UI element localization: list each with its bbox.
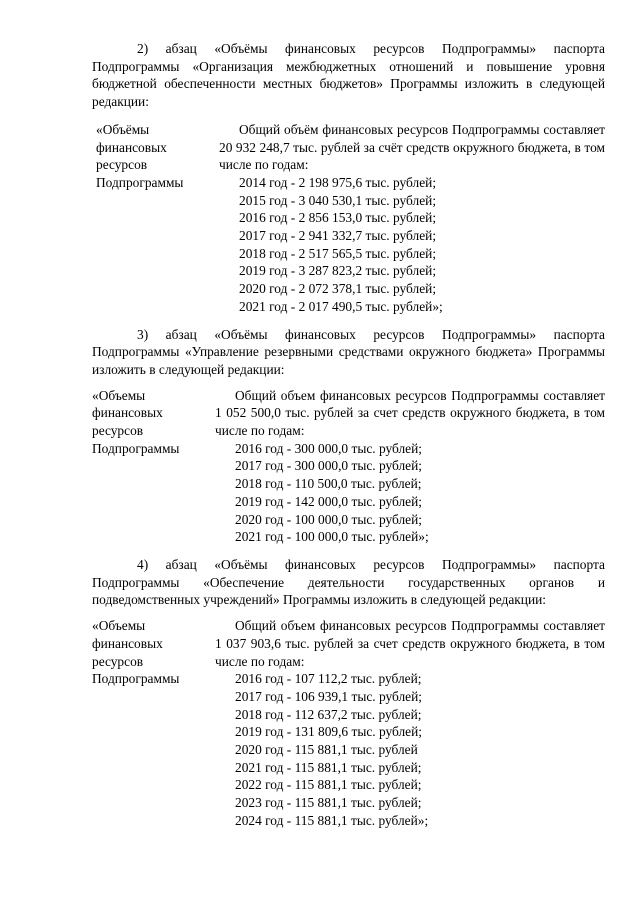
section-3-summary: Общий объем финансовых ресурсов Подпрограммы составляет 1 052 500,0 тыс. рублей за счет средств окружного бюджета, в том числе по годам: [215, 387, 605, 439]
year-line: 2014 год - 2 198 975,6 тыс. рублей; [239, 174, 437, 190]
label-line: финансовых [96, 139, 167, 155]
year-line: 2023 год - 115 881,1 тыс. рублей; [235, 795, 422, 811]
section-3-funding-block [92, 387, 605, 546]
year-line: 2016 год - 107 112,2 тыс. рублей; [235, 671, 422, 687]
section-2-summary: Общий объём финансовых ресурсов Подпрограммы составляет 20 932 248,7 тыс. рублей за счёт средств окружного бюджета, в том числе по годам: [219, 121, 605, 173]
year-line: 2015 год - 3 040 530,1 тыс. рублей; [239, 192, 437, 208]
section-3-year-list [215, 440, 605, 546]
year-line: 2018 год - 110 500,0 тыс. рублей; [235, 476, 422, 492]
year-line: 2017 год - 2 941 332,7 тыс. рублей; [239, 228, 437, 244]
year-line: 2021 год - 100 000,0 тыс. рублей»; [235, 529, 429, 545]
year-line: 2020 год - 115 881,1 тыс. рублей [235, 742, 418, 758]
year-line: 2017 год - 300 000,0 тыс. рублей; [235, 458, 422, 474]
label-line: Подпрограммы [92, 671, 180, 687]
document-page [92, 40, 605, 840]
label-line: Подпрограммы [96, 174, 184, 190]
year-line: 2021 год - 2 017 490,5 тыс. рублей»; [239, 298, 443, 314]
year-line: 2020 год - 2 072 378,1 тыс. рублей; [239, 281, 437, 297]
label-line: финансовых [92, 635, 163, 651]
year-line: 2020 год - 100 000,0 тыс. рублей; [235, 511, 422, 527]
label-line: ресурсов [96, 157, 148, 173]
section-2-funding-block [96, 121, 605, 316]
year-line: 2017 год - 106 939,1 тыс. рублей; [235, 688, 422, 704]
label-line: финансовых [92, 405, 163, 421]
label-line: «Объемы [92, 387, 146, 403]
label-line: Подпрограммы [92, 440, 180, 456]
year-line: 2022 год - 115 881,1 тыс. рублей; [235, 777, 422, 793]
label-line: «Объёмы [96, 121, 150, 137]
section-2-intro: 2) абзац «Объёмы финансовых ресурсов Подпрограммы» паспорта Подпрограммы «Организация межбюджетных отношений и повышение уровня бюджетной обеспеченности местных бюджетов» Программы изложить в следующей редакции: [92, 41, 605, 110]
section-4-details [215, 617, 605, 829]
section-2-details [219, 121, 605, 316]
section-2-year-list [219, 174, 605, 316]
label-line: ресурсов [92, 653, 144, 669]
section-3-label [92, 387, 215, 546]
section-4-funding-block [92, 617, 605, 829]
year-line: 2016 год - 300 000,0 тыс. рублей; [235, 440, 422, 456]
year-line: 2018 год - 2 517 565,5 тыс. рублей; [239, 245, 437, 261]
section-4-intro: 4) абзац «Объёмы финансовых ресурсов Подпрограммы» паспорта Подпрограммы «Обеспечение деятельности государственных органов и подведомственных учреждений» Программы изложить в следующей редакции: [92, 556, 605, 608]
section-4-year-list [215, 670, 605, 829]
year-line: 2021 год - 115 881,1 тыс. рублей; [235, 759, 422, 775]
section-4-summary: Общий объем финансовых ресурсов Подпрограммы составляет 1 037 903,6 тыс. рублей за счет средств окружного бюджета, в том числе по годам: [215, 618, 605, 669]
year-line: 2019 год - 142 000,0 тыс. рублей; [235, 493, 422, 509]
year-line: 2019 год - 3 287 823,2 тыс. рублей; [239, 263, 437, 279]
section-4-label [92, 617, 215, 829]
year-line: 2019 год - 131 809,6 тыс. рублей; [235, 724, 422, 740]
year-line: 2018 год - 112 637,2 тыс. рублей; [235, 706, 422, 722]
section-3-intro: 3) абзац «Объёмы финансовых ресурсов Подпрограммы» паспорта Подпрограммы «Управление резервными средствами окружного бюджета» Программы изложить в следующей редакции: [92, 326, 605, 377]
label-line: «Объемы [92, 618, 146, 634]
section-3-details [215, 387, 605, 546]
year-line: 2016 год - 2 856 153,0 тыс. рублей; [239, 210, 437, 226]
label-line: ресурсов [92, 423, 144, 439]
section-2-label [96, 121, 219, 316]
year-line: 2024 год - 115 881,1 тыс. рублей»; [235, 812, 429, 828]
